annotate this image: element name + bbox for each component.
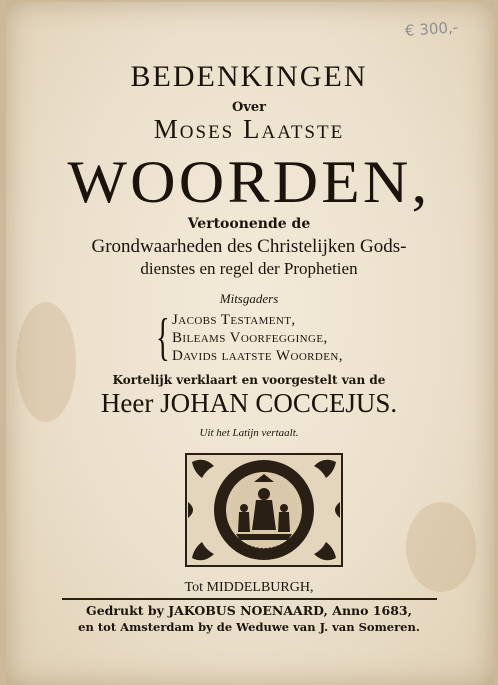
title-line-1: BEDENKINGEN xyxy=(130,60,368,93)
title-line-4: WOORDEN, xyxy=(67,149,431,215)
printer-emblem xyxy=(184,452,344,568)
list-item: Jacobs Testament, xyxy=(172,312,296,328)
imprint-line-1: Gedrukt by JAKOBUS NOENAARD, Anno 1683, xyxy=(86,603,412,618)
list-item: Davids laatste Woorden, xyxy=(172,348,343,364)
besides-label: Mitsgaders xyxy=(219,291,279,306)
title-line-5: Vertoonende de xyxy=(187,216,311,232)
place-line: Tot MIDDELBURGH, xyxy=(184,580,314,595)
title-line-3: Moses Laatste xyxy=(153,114,345,144)
price-note: € 300,- xyxy=(404,18,459,40)
divider-rule xyxy=(62,598,437,600)
brace-mark: { xyxy=(156,309,170,366)
imprint-line-2: en tot Amsterdam by de Weduwe van J. van Someren. xyxy=(78,620,420,634)
translated-line: Uit het Latijn vertaalt. xyxy=(199,427,299,439)
title-line-6: Grondwaarheden des Christelijken Gods- xyxy=(91,236,407,257)
explained-line: Kortelijk verklaart en voorgestelt van de xyxy=(112,373,386,387)
title-line-2: Over xyxy=(232,100,266,115)
paper-stain xyxy=(406,502,476,592)
title-line-7: dienstes en regel der Prophetien xyxy=(140,259,358,278)
list-item: Bileams Voorfegginge, xyxy=(172,330,328,346)
author-line: Heer JOHAN COCCEJUS. xyxy=(100,388,398,418)
